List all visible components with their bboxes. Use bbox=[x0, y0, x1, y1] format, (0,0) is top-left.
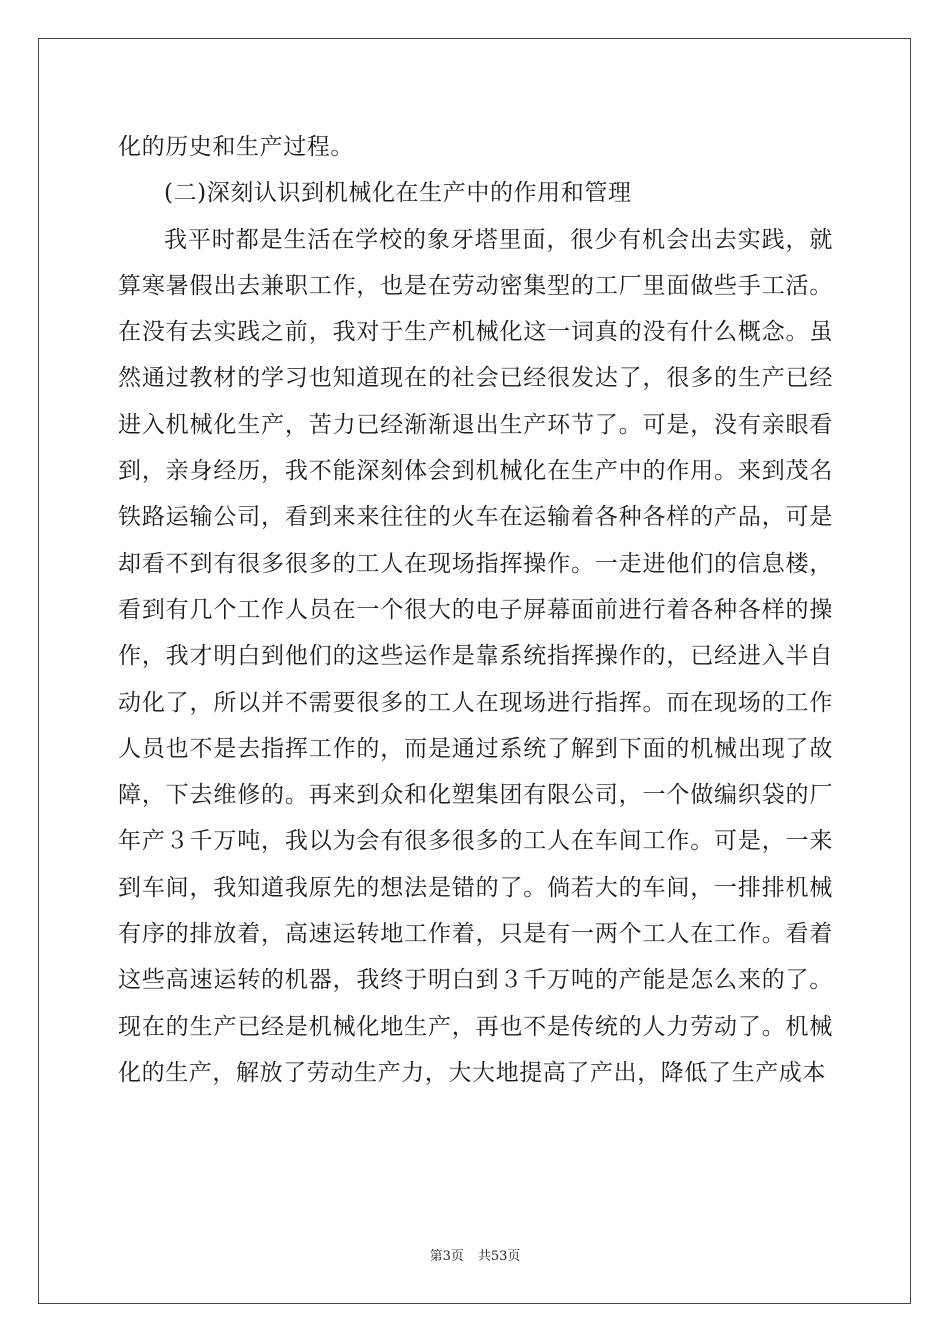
paragraph-main: 我平时都是生活在学校的象牙塔里面，很少有机会出去实践，就算寒暑假出去兼职工作，也是在劳动密集型的工厂里面做些手工活。在没有去实践之前，我对于生产机械化这一词真的没有什么概念。虽然通过教材的学习也知道现在的社会已经很发达了，很多的生产已经进入机械化生产，苦力已经渐渐退出生产环节了。可是，没有亲眼看到，亲身经历，我不能深刻体会到机械化在生产中的作用。来到茂名铁路运输公司，看到来来往往的火车在运输着各种各样的产品，可是却看不到有很多很多的工人在现场指挥操作。一走进他们的信息楼，看到有几个工作人员在一个很大的电子屏幕面前进行着各种各样的操作，我才明白到他们的这些运作是靠系统指挥操作的，已经进入半自动化了，所以并不需要很多的工人在现场进行指挥。而在现场的工作人员也不是去指挥工作的，而是通过系统了解到下面的机械出现了故障，下去维修的。再来到众和化塑集团有限公司，一个做编织袋的厂年产３千万吨，我以为会有很多很多的工人在车间工作。可是，一来到车间，我知道我原先的想法是错的了。倘若大的车间，一排排机械有序的排放着，高速运转地工作着，只是有一两个工人在工作。看着这些高速运转的机器，我终于明白到３千万吨的产能是怎么来的了。现在的生产已经是机械化地生产，再也不是传统的人力劳动了。机械化的生产，解放了劳动生产力，大大地提高了产出，降低了生产成本 bbox=[118, 226, 833, 1086]
total-pages: 共53页 bbox=[477, 1249, 521, 1264]
document-body bbox=[118, 124, 833, 1096]
page-number: 第3页 bbox=[429, 1249, 464, 1264]
page-footer bbox=[0, 1245, 950, 1264]
section-heading: (二)深刻认识到机械化在生产中的作用和管理 bbox=[164, 180, 632, 207]
paragraph-continuation: 化的历史和生产过程。 bbox=[118, 134, 354, 160]
